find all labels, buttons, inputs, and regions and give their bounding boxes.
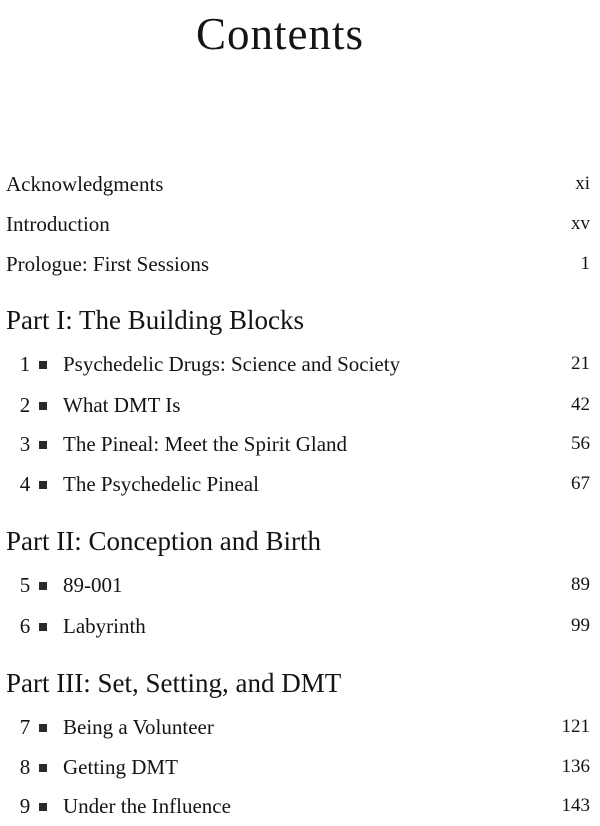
chapter-number: 2 [19, 393, 31, 417]
toc-chapter-4[interactable] [6, 469, 590, 499]
chapter-title: Getting DMT [63, 755, 178, 779]
toc-entry-introduction[interactable] [6, 209, 590, 239]
chapter-page: 89 [571, 574, 590, 595]
chapter-title: Labyrinth [63, 614, 146, 638]
chapter-page: 67 [571, 473, 590, 494]
chapter-number: 9 [19, 794, 31, 818]
toc-entry-page: 1 [580, 253, 590, 274]
chapter-number: 1 [19, 352, 31, 376]
toc-chapter-8[interactable] [6, 752, 590, 782]
toc-entry-page: xv [571, 213, 590, 234]
toc-chapter-5[interactable] [6, 570, 590, 600]
square-bullet-icon [39, 481, 47, 489]
chapter-title: 89-001 [63, 573, 123, 597]
toc-entry-title: Acknowledgments [6, 172, 164, 196]
chapter-title: What DMT Is [63, 393, 181, 417]
page-title: Contents [195, 9, 364, 59]
chapter-title: Psychedelic Drugs: Science and Society [63, 352, 401, 376]
toc-chapter-7[interactable] [6, 712, 590, 742]
toc-entry-title: Introduction [6, 212, 110, 236]
chapter-number: 8 [19, 755, 31, 779]
chapter-title: The Psychedelic Pineal [63, 472, 259, 496]
toc-chapter-3[interactable] [6, 429, 590, 459]
square-bullet-icon [39, 582, 47, 590]
square-bullet-icon [39, 441, 47, 449]
chapter-number: 6 [19, 614, 31, 638]
chapter-title: Being a Volunteer [63, 715, 214, 739]
toc-chapter-9[interactable] [6, 791, 590, 821]
square-bullet-icon [39, 402, 47, 410]
chapter-number: 4 [19, 472, 31, 496]
chapter-page: 21 [571, 353, 590, 374]
part-heading-1: Part I: The Building Blocks [6, 305, 304, 335]
toc-chapter-1[interactable] [6, 349, 590, 379]
chapter-number: 7 [19, 715, 31, 739]
chapter-number: 5 [19, 573, 31, 597]
square-bullet-icon [39, 803, 47, 811]
chapter-page: 42 [571, 394, 590, 415]
chapter-page: 56 [571, 433, 590, 454]
chapter-page: 121 [561, 716, 590, 737]
chapter-number: 3 [19, 432, 31, 456]
chapter-title: Under the Influence [63, 794, 231, 818]
square-bullet-icon [39, 764, 47, 772]
chapter-page: 136 [561, 756, 590, 777]
toc-chapter-6[interactable] [6, 611, 590, 641]
toc-entry-prologue[interactable] [6, 249, 590, 279]
part-heading-2: Part II: Conception and Birth [6, 526, 321, 556]
chapter-page: 99 [571, 615, 590, 636]
square-bullet-icon [39, 623, 47, 631]
toc-entry-title: Prologue: First Sessions [6, 252, 210, 276]
square-bullet-icon [39, 361, 47, 369]
toc-chapter-2[interactable] [6, 390, 590, 420]
part-heading-3: Part III: Set, Setting, and DMT [6, 668, 342, 698]
toc-entry-page: xi [575, 173, 590, 194]
square-bullet-icon [39, 724, 47, 732]
toc-entry-acknowledgments[interactable] [6, 169, 590, 199]
chapter-title: The Pineal: Meet the Spirit Gland [63, 432, 348, 456]
chapter-page: 143 [561, 795, 590, 816]
